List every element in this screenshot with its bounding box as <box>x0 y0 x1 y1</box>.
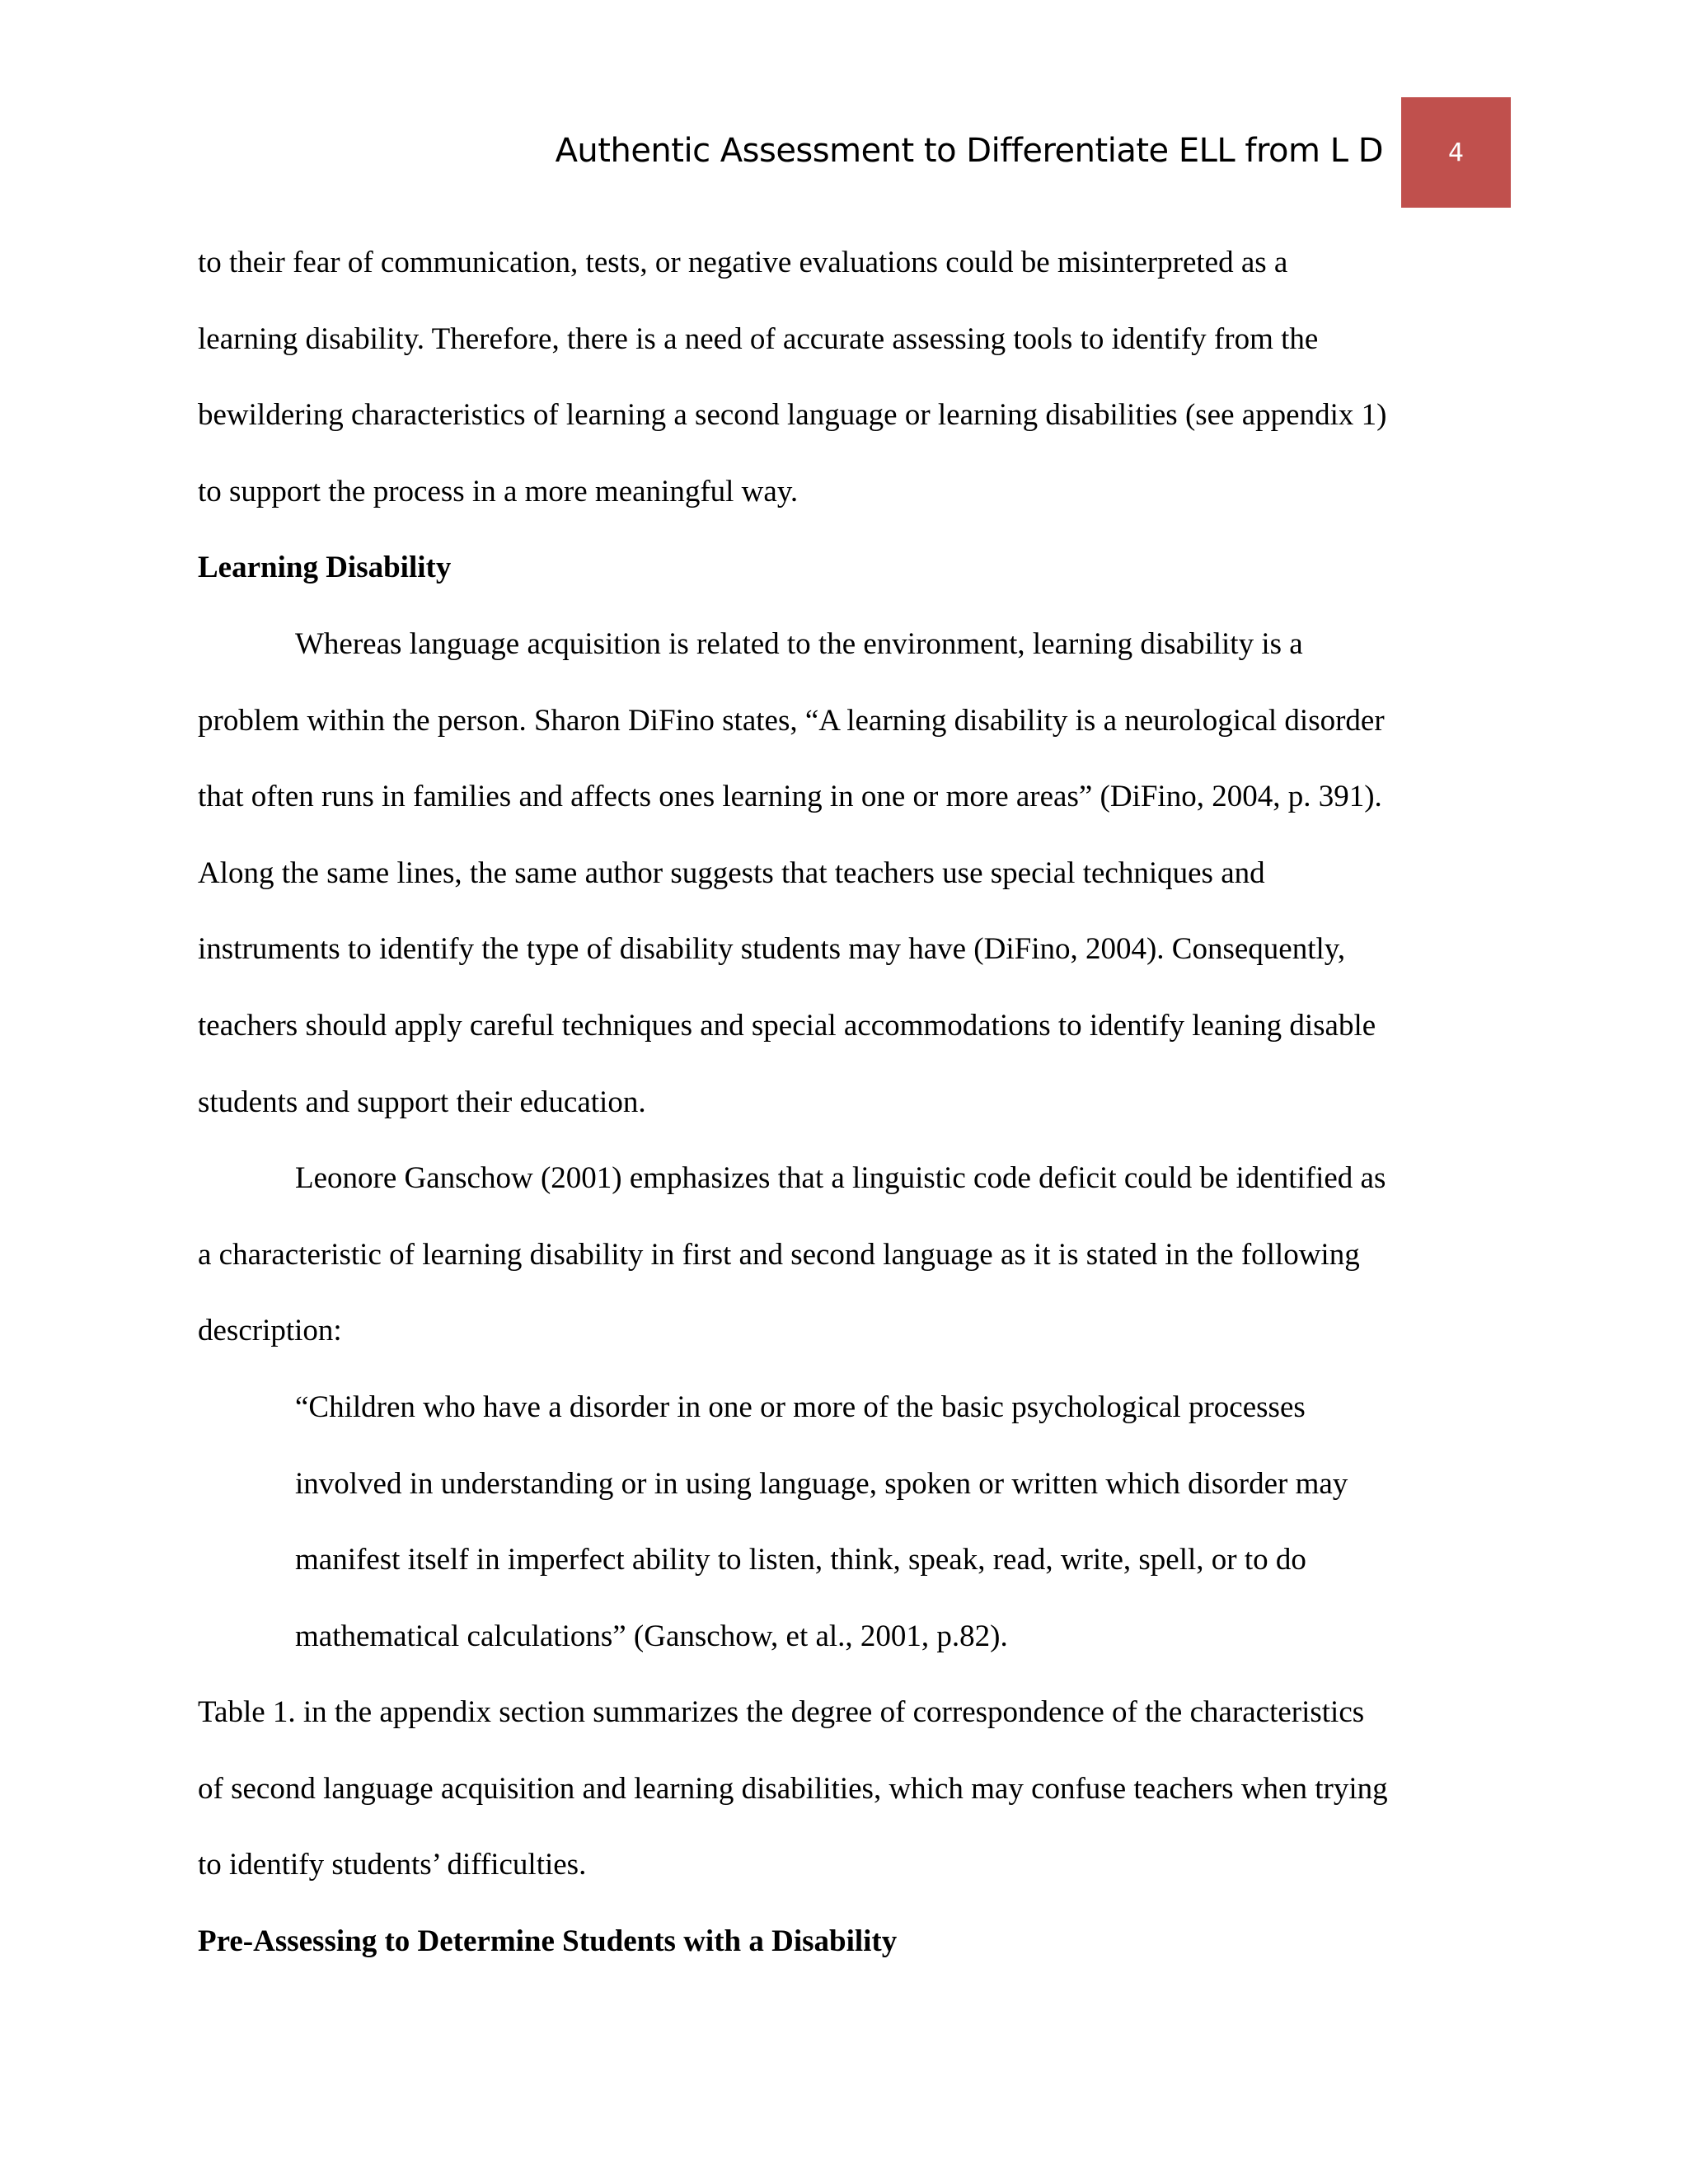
page-number: 4 <box>1447 138 1465 167</box>
paragraph-line: problem within the person. Sharon DiFino states, “A learning disability is a neurological disorder <box>198 703 1385 738</box>
page-header <box>0 97 1688 208</box>
paragraph-line: that often runs in families and affects ones learning in one or more areas” (DiFino, 2004, p. 391). <box>198 780 1382 814</box>
paragraph-line: Along the same lines, the same author suggests that teachers use special techniques and <box>198 855 1265 890</box>
paragraph-line: a characteristic of learning disability in first and second language as it is stated in the following <box>198 1237 1360 1272</box>
block-quote-line: involved in understanding or in using language, spoken or written which disorder may <box>295 1466 1348 1501</box>
paragraph-line: Leonore Ganschow (2001) emphasizes that a linguistic code deficit could be identified as <box>295 1161 1386 1196</box>
paragraph-line: description: <box>198 1314 342 1348</box>
paragraph-line: to support the process in a more meaningful way. <box>198 474 799 509</box>
paragraph-line: of second language acquisition and learning disabilities, which may confuse teachers when trying <box>198 1771 1388 1806</box>
paragraph-line: learning disability. Therefore, there is a need of accurate assessing tools to identify from the <box>198 321 1319 356</box>
paragraph-line: Table 1. in the appendix section summarizes the degree of correspondence of the characteristics <box>198 1695 1365 1730</box>
paragraph-line: to identify students’ difficulties. <box>198 1848 587 1882</box>
page-number-badge <box>1401 97 1511 208</box>
block-quote-line: “Children who have a disorder in one or more of the basic psychological processes <box>295 1390 1306 1424</box>
paragraph-line: bewildering characteristics of learning a second language or learning disabilities (see appendix 1) <box>198 398 1387 433</box>
section-heading-pre-assessing: Pre-Assessing to Determine Students with a Disability <box>198 1924 898 1959</box>
paragraph-line: Whereas language acquisition is related to the environment, learning disability is a <box>295 626 1303 661</box>
running-head-title: Authentic Assessment to Differentiate ELL from L D <box>555 132 1383 170</box>
section-heading-learning-disability: Learning Disability <box>198 551 452 585</box>
paragraph-line: instruments to identify the type of disability students may have (DiFino, 2004). Consequently, <box>198 932 1346 967</box>
paragraph-line: students and support their education. <box>198 1085 646 1119</box>
block-quote-line: manifest itself in imperfect ability to listen, think, speak, read, write, spell, or to do <box>295 1543 1306 1577</box>
block-quote-line: mathematical calculations” (Ganschow, et al., 2001, p.82). <box>295 1619 1008 1653</box>
paragraph-line: teachers should apply careful techniques and special accommodations to identify leaning disable <box>198 1008 1376 1043</box>
paragraph-line: to their fear of communication, tests, or negative evaluations could be misinterpreted as a <box>198 246 1288 279</box>
document-body <box>198 237 1496 1993</box>
